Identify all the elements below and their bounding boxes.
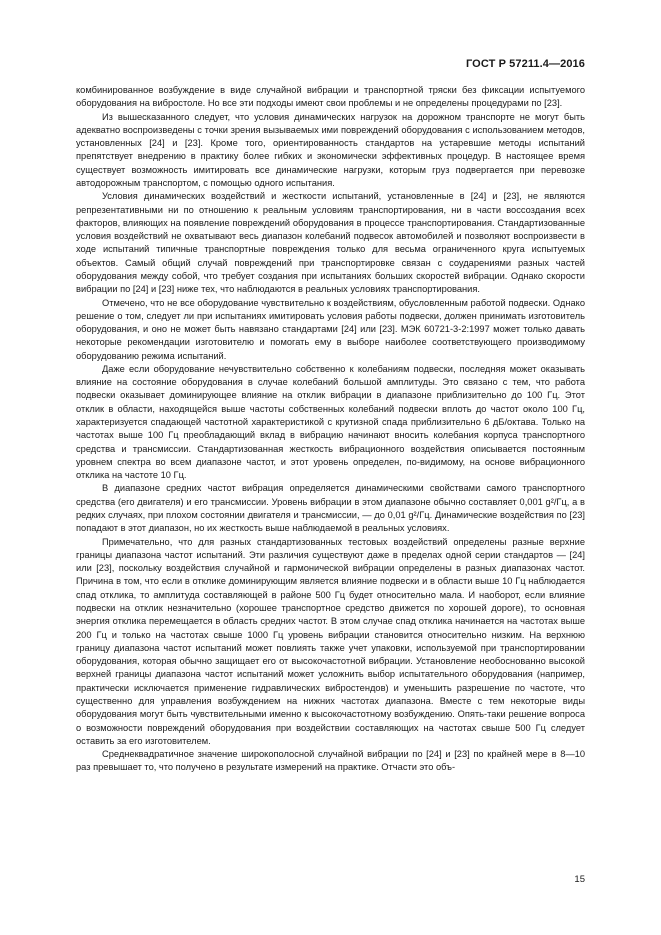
body-text — [76, 84, 585, 775]
paragraph: Отмечено, что не все оборудование чувствительно к воздействиям, обусловленным работой подвески. Однако решение о том, следует ли при испытаниях имитировать условия работы подвески, должен принимать изготовитель оборудования, и оно не может быть навязано стандартами [24] или [23]. МЭК 60721-3-2:1997 может только давать некоторые рекомендации изготовителю и помогать ему в выборе наиболее соответствующего производимому оборудованию режима испытаний. — [76, 297, 585, 361]
paragraph: Среднеквадратичное значение широкополосной случайной вибрации по [24] и [23] по крайней мере в 8—10 раз превышает то, что получено в результате измерений на практике. Отчасти это объ- — [76, 749, 585, 773]
paragraph: Условия динамических воздействий и жесткости испытаний, установленные в [24] и [23], не являются репрезентативными ни по отношению к реальным условиям транспортирования, ни в части воссоздания всех факторов, влияющих на появление повреждений оборудования в процессе транспортирования. Стандартизованные условия воздействий не охватывают весь диапазон колебаний подвесок автомобилей и позволяют воспроизвести в ходе испытаний типичные транспортные повреждения только для весьма ограниченного круга испытуемых объектов. Самый общий случай повреждений при транспортировке связан с соударениями разных частей оборудования между собой, что требует создания при испытаниях больших скоростей вибрации. Однако скорости вибрации по [24] и [23] ниже тех, что наблюдаются в реальных условиях транспортирования. — [76, 191, 585, 295]
paragraph: Даже если оборудование нечувствительно собственно к колебаниям подвески, последняя может оказывать влияние на состояние оборудования в случае колебаний большой амплитуды. Это связано с тем, что работа подвески оказывает доминирующее влияние на отклик вибрации в диапазоне приблизительно до 100 Гц. Этот отклик в области, находящейся выше частоты собственных колебаний подвески вплоть до частот около 100 Гц, характеризуется спадающей частотной характеристикой с крутизной спада приблизительно 6 дБ/октава. Только на частотах выше 100 Гц преобладающий вклад в вибрацию начинают вносить колебания корпуса транспортного средства и трансмиссии. Стандартизованная жесткость вибрационного воздействия описывается постоянным уровнем спектра во всем диапазоне частот, и этот уровень определен, по-видимому, на основе вибрационного отклика на частоте 10 Гц. — [76, 363, 585, 481]
paragraph: Из вышесказанного следует, что условия динамических нагрузок на дорожном транспорте не могут быть адекватно воспроизведены с точки зрения вызываемых ими повреждений оборудования с использованием методов, установленных [24] и [23]. Кроме того, ориентированность стандартов на устаревшие методы испытаний препятствует внедрению в практику более гибких и экономически эффективных процедур. В настоящее время существует возможность имитировать все динамические нагрузки, которым груз подвергается при перевозке автодорожным транспортом, с помощью одного испытания. — [76, 111, 585, 188]
paragraph: Примечательно, что для разных стандартизованных тестовых воздействий определены разные верхние границы диапазона частот испытаний. Эти различия существуют даже в пределах одной серии стандартов — [24] или [23], поскольку воздействия случайной и гармонической вибрации определены в разных диапазонах частот. Причина в том, что если в отклике доминирующим является влияние подвески и в области выше 10 Гц наблюдается спад отклика, то амплитуда составляющей в районе 500 Гц будет относительно мала. И наоборот, если влияние подвески на отклик незначительно (хорошее транспортное средство движется по хорошей дороге), то основная энергия отклика перемещается в область средних частот. В этом случае спад отклика начинается на частотах выше 200 Гц и только на частотах свыше 1000 Гц уровень вибрации становится относительно низким. На верхнюю границу диапазона частот испытаний может повлиять также учет упаковки, используемой при транспортировании оборудования, которая обычно защищает его от высокочастотной вибрации. Установление необоснованно высокой верхней границы диапазона частот испытаний может усложнить выбор испытательного оборудования (например, практически исключается применение гидравлических вибростендов) и уменьшить разрешение по частоте, что существенно для управления возбуждением на нижних частотах диапазона. Вместе с тем некоторые виды оборудования могут быть чувствительными именно к высокочастотному возбуждению. Опять-таки решение вопроса о возможности повреждений оборудования при воздействии составляющих на частотах свыше 500 Гц следует оставить за его изготовителем. — [76, 536, 585, 746]
page-number: 15 — [574, 874, 585, 885]
paragraph: В диапазоне средних частот вибрация определяется динамическими свойствами самого транспортного средства (его двигателя) и его трансмиссии. Уровень вибрации в этом диапазоне обычно составляет 0,001 g²/Гц, а в редких случаях, при плохом состоянии двигателя и трансмиссии, — до 0,01 g²/Гц. Динамические воздействия по [23] попадают в этот диапазон, но их жесткость выше наблюдаемой в реальных условиях. — [76, 483, 585, 534]
standard-header: ГОСТ Р 57211.4—2016 — [465, 58, 585, 70]
paragraph-continuation: комбинированное возбуждение в виде случайной вибрации и транспортной тряски без фиксации испытуемого оборудования на вибростоле. Но все эти подходы имеют свои проблемы и не определены процедурами по [23]. — [76, 85, 585, 109]
